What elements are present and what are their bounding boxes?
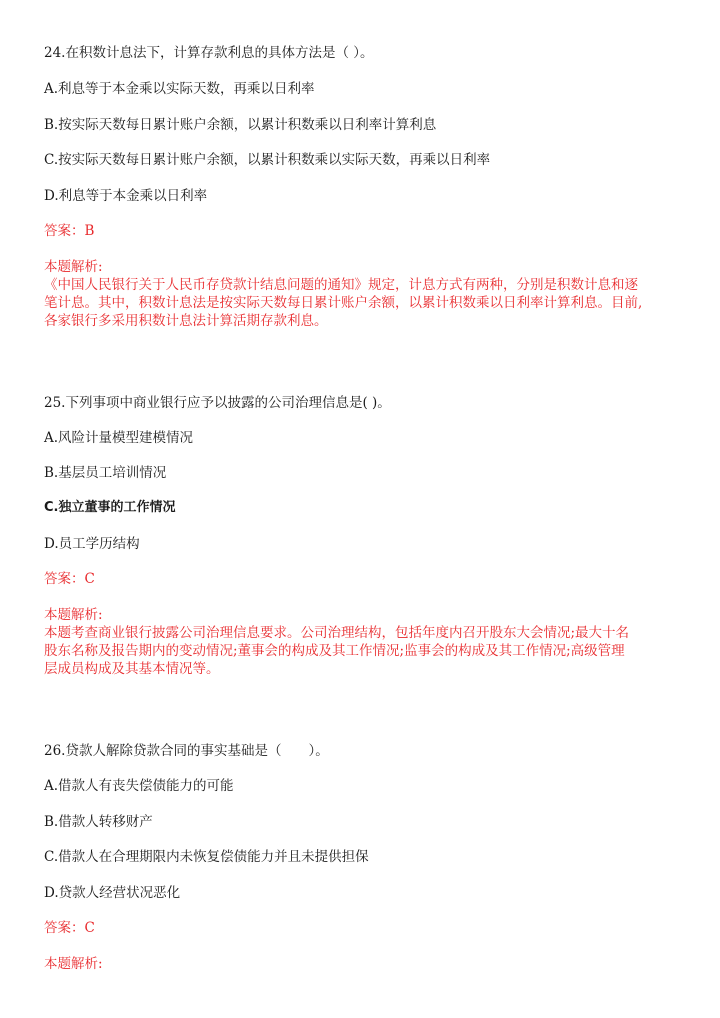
question-24-option-b: B.按实际天数每日累计账户余额，以累计积数乘以日利率计算利息 — [44, 117, 437, 133]
analysis-line: 层成员构成及其基本情况等。 — [44, 661, 220, 677]
analysis-line: 笔计息。其中，积数计息法是按实际天数每日累计账户余额，以累计积数乘以日利率计算利息。目前, — [44, 295, 643, 311]
analysis-label: 本题解析: — [44, 607, 103, 623]
question-24-option-a: A.利息等于本金乘以实际天数，再乘以日利率 — [44, 81, 315, 97]
question-24-analysis — [44, 258, 684, 330]
question-24-answer: 答案：B — [44, 223, 95, 239]
question-25-option-a: A.风险计量模型建模情况 — [44, 430, 194, 446]
analysis-line: 股东名称及报告期内的变动情况;董事会的构成及其工作情况;监事会的构成及其工作情况;高级管理 — [44, 643, 625, 659]
analysis-line: 《中国人民银行关于人民币存贷款计结息问题的通知》规定，计息方式有两种，分别是积数计息和逐 — [44, 277, 638, 293]
analysis-line: 本题考查商业银行披露公司治理信息要求。公司治理结构，包括年度内召开股东大会情况;最大十名 — [44, 625, 630, 641]
question-26-option-c: C.借款人在合理期限内未恢复偿债能力并且未提供担保 — [44, 849, 369, 865]
question-26-analysis-label: 本题解析: — [44, 956, 103, 972]
question-24-option-c: C.按实际天数每日累计账户余额，以累计积数乘以实际天数，再乘以日利率 — [44, 152, 491, 168]
question-26-option-d: D.贷款人经营状况恶化 — [44, 885, 181, 901]
question-26-option-a: A.借款人有丧失偿债能力的可能 — [44, 778, 234, 794]
question-25-option-b: B.基层员工培训情况 — [44, 465, 167, 481]
question-25-stem: 25.下列事项中商业银行应予以披露的公司治理信息是( )。 — [44, 395, 391, 411]
question-25-option-c: C.独立董事的工作情况 — [44, 500, 176, 515]
question-26-stem: 26.贷款人解除贷款合同的事实基础是（ ）。 — [44, 743, 329, 759]
question-25-answer: 答案：C — [44, 571, 95, 587]
question-26-option-b: B.借款人转移财产 — [44, 814, 153, 830]
analysis-line: 各家银行多采用积数计息法计算活期存款利息。 — [44, 313, 328, 329]
question-25-analysis — [44, 606, 684, 678]
question-24-option-d: D.利息等于本金乘以日利率 — [44, 188, 208, 204]
analysis-label: 本题解析: — [44, 259, 103, 275]
question-26-answer: 答案：C — [44, 920, 95, 936]
question-25-option-d: D.员工学历结构 — [44, 536, 140, 552]
question-24-stem: 24.在积数计息法下，计算存款利息的具体方法是（ ）。 — [44, 45, 374, 61]
